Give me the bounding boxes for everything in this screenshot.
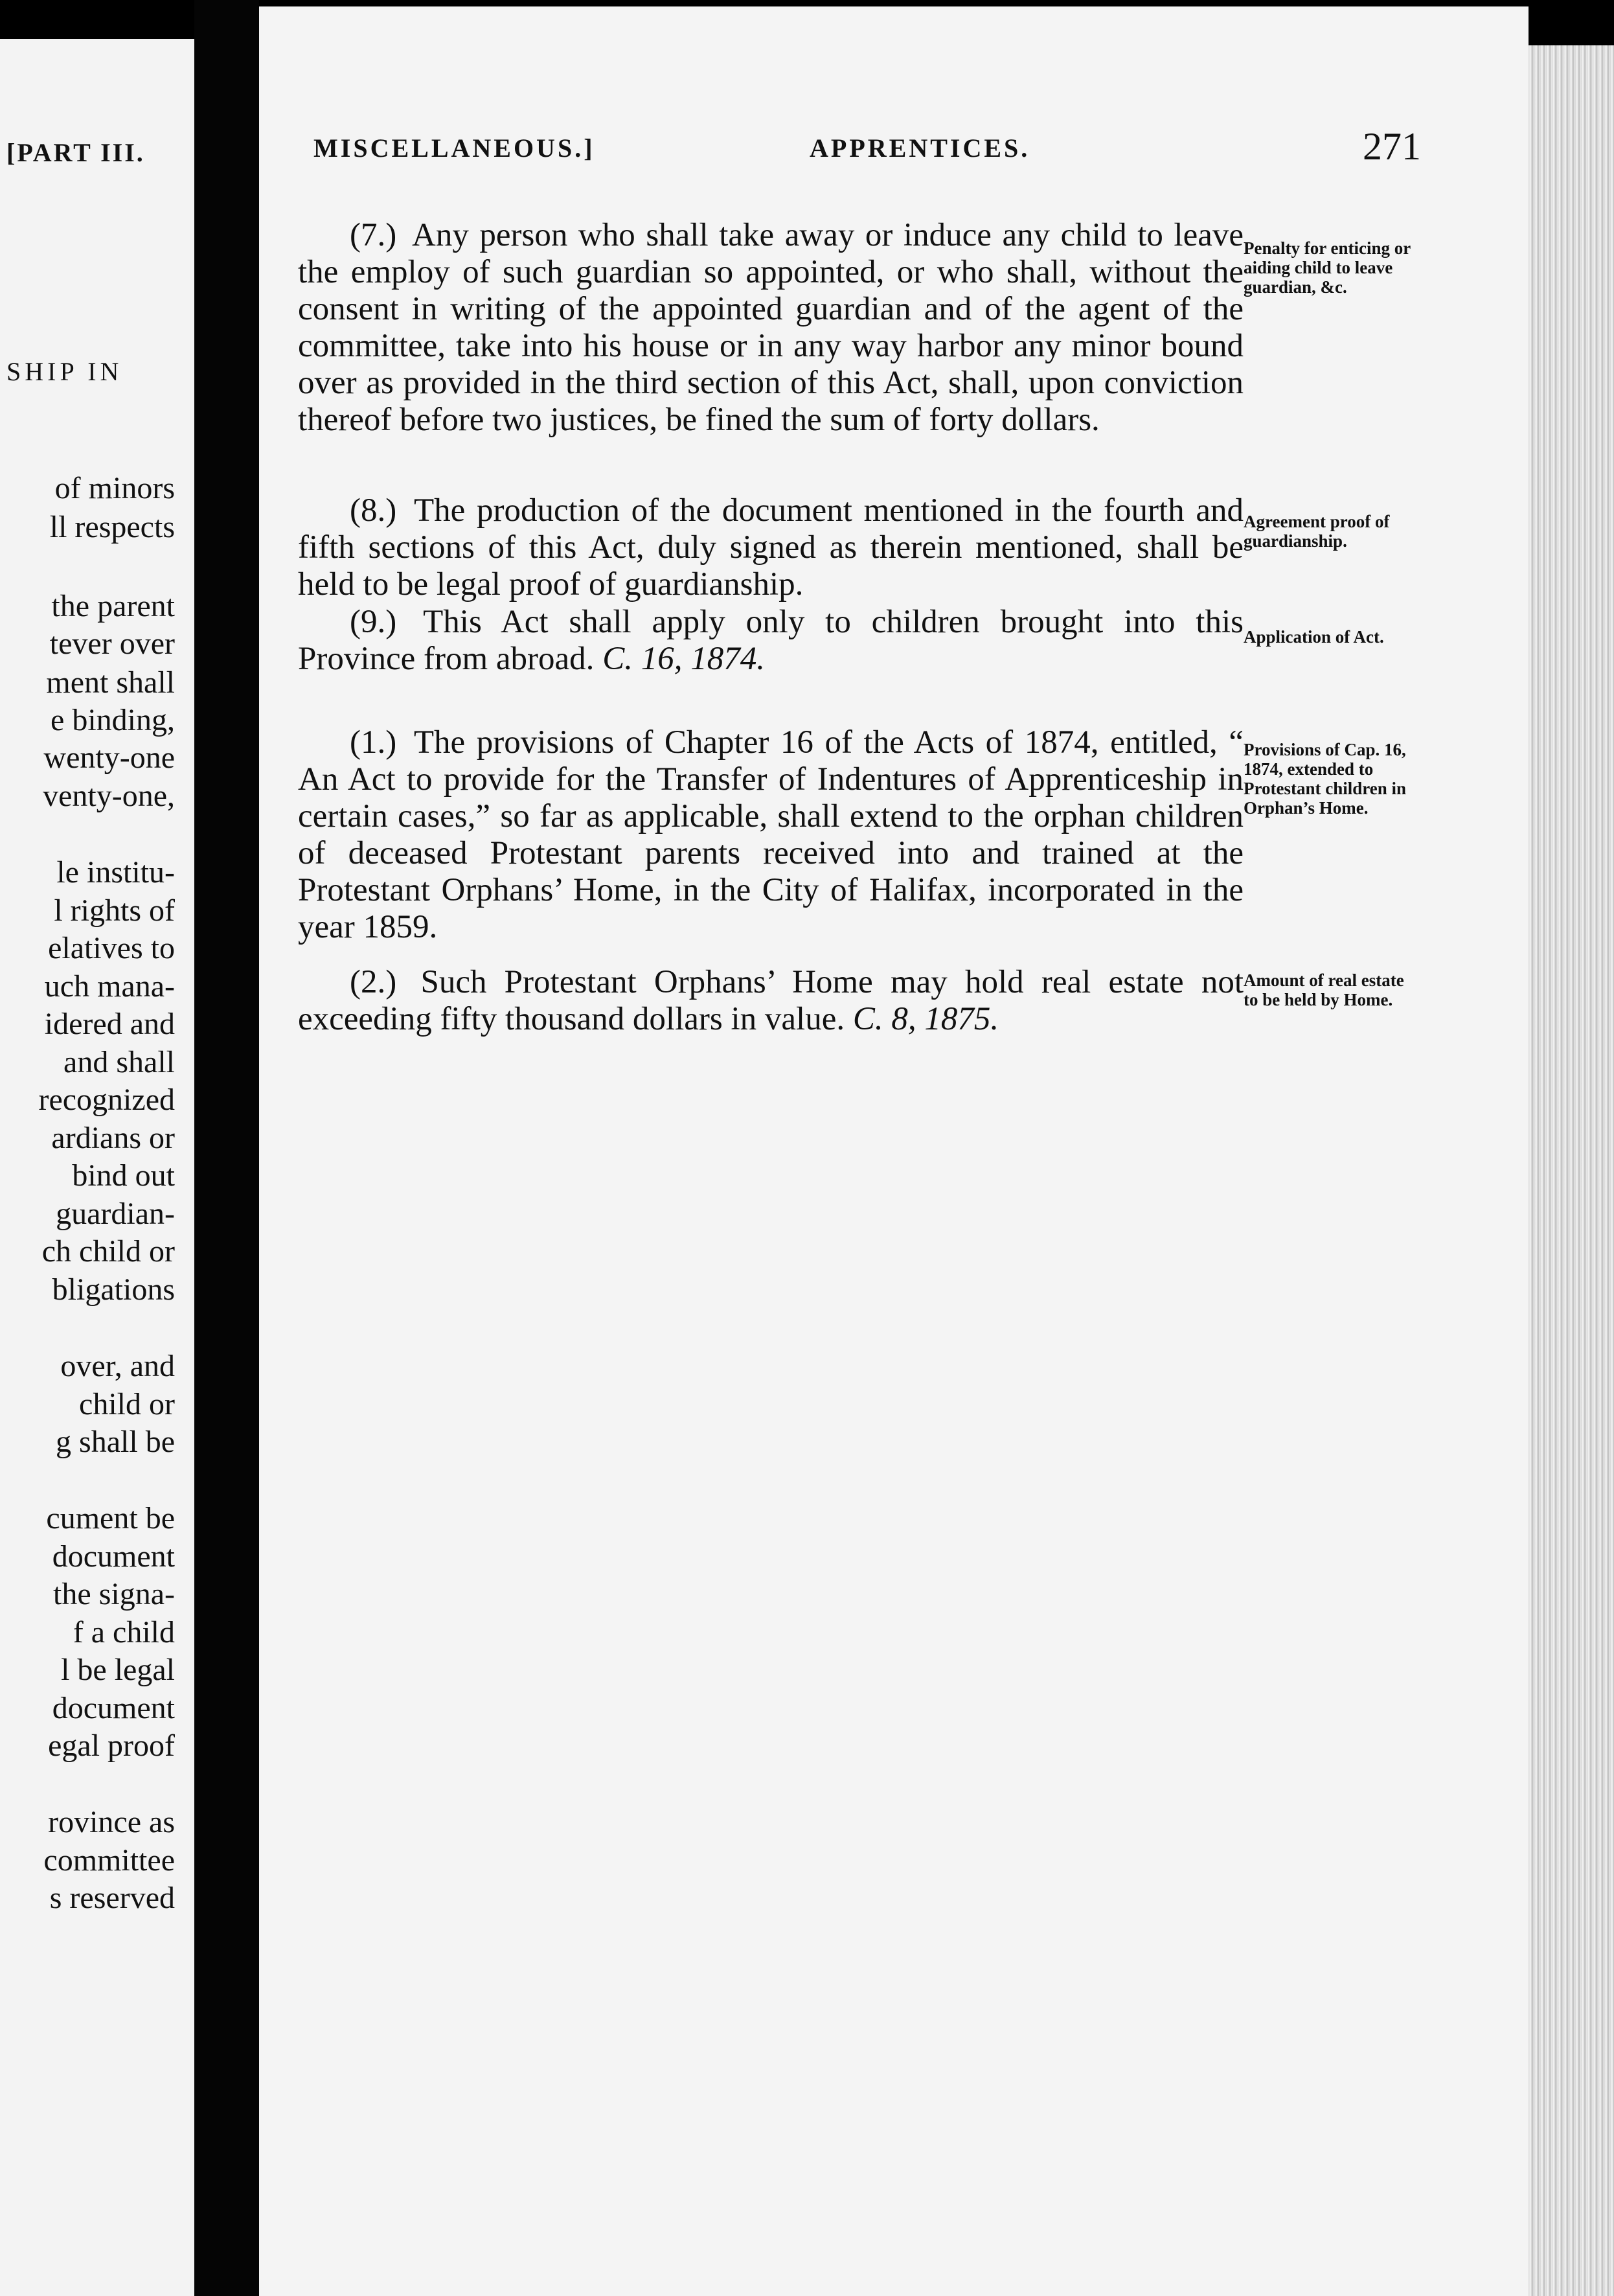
left-page-line: tever over xyxy=(49,626,175,661)
citation: C. 16, 1874. xyxy=(602,641,765,677)
section-7-paragraph xyxy=(298,217,1244,439)
running-head-left: MISCELLANEOUS.] xyxy=(313,133,595,163)
section-number: (8.) xyxy=(350,492,397,529)
running-head-center: APPRENTICES. xyxy=(810,133,1030,163)
left-page-line: child or xyxy=(79,1387,175,1421)
section-2-paragraph xyxy=(298,964,1244,1038)
section-number: (1.) xyxy=(350,724,397,761)
left-page-line: le institu- xyxy=(56,855,175,890)
left-page-line: cument be xyxy=(46,1501,175,1535)
left-page-line: s reserved xyxy=(49,1881,175,1915)
left-page-line: committee xyxy=(43,1843,175,1877)
left-page-line: document xyxy=(52,1539,175,1574)
left-page-line: bind out xyxy=(72,1158,175,1193)
left-page-line: and shall xyxy=(63,1045,175,1079)
left-page-line: uch mana- xyxy=(44,969,175,1004)
margin-note: Application of Act. xyxy=(1244,627,1384,647)
section-text: Such Protestant Orphans’ Home may hold real estate not exceeding fifty thousand dollars in value. xyxy=(298,964,1244,1037)
left-page-line: the signa- xyxy=(53,1577,175,1611)
left-page-line: ardians or xyxy=(51,1121,175,1155)
left-page-line: rovince as xyxy=(48,1805,175,1839)
book-gutter xyxy=(194,0,259,2296)
section-number: (9.) xyxy=(350,604,397,640)
margin-note: Agreement proof of guardianship. xyxy=(1244,512,1390,551)
left-page-line: l rights of xyxy=(54,893,175,928)
section-9-paragraph xyxy=(298,604,1244,678)
left-page-line: document xyxy=(52,1691,175,1725)
left-page-line: wenty-one xyxy=(43,740,175,775)
section-text: This Act shall apply only to children brought into this Province from abroad. xyxy=(298,604,1244,677)
margin-note: Penalty for enticing or aiding child to leave guardian, &c. xyxy=(1244,238,1411,297)
left-page-line: l be legal xyxy=(61,1653,175,1687)
left-page-line: f a child xyxy=(73,1615,175,1649)
left-ship-heading: SHIP IN xyxy=(6,357,123,386)
left-running-head: [PART III. xyxy=(6,138,145,167)
left-page-line: idered and xyxy=(44,1007,175,1041)
section-1-paragraph xyxy=(298,724,1244,946)
margin-note: Amount of real estate to be held by Home. xyxy=(1244,970,1404,1009)
left-page-line: bligations xyxy=(52,1272,175,1307)
left-page-line: recognized xyxy=(38,1083,175,1117)
left-page-line: over, and xyxy=(60,1349,175,1383)
margin-note: Provisions of Cap. 16, 1874, extended to Protestant children in Orphan’s Home. xyxy=(1244,740,1407,818)
left-page-line: ll respects xyxy=(49,510,175,544)
left-page-line: of minors xyxy=(54,471,175,505)
page-edges xyxy=(1529,45,1614,2296)
section-text: The provisions of Chapter 16 of the Acts of 1874, entitled, “ An Act to provide for the Transfer of Indentures of Apprenticeship in certain cases,” so far as applicable, shall extend to the orphan children of deceased Protestant parents received into and trained at the Protestant Orphans’ Home, in the City of Halifax, incorporated in the year 1859. xyxy=(298,724,1244,945)
left-page-line: g shall be xyxy=(56,1425,175,1459)
citation: C. 8, 1875. xyxy=(852,1001,999,1037)
section-text: Any person who shall take away or induce any child to leave the employ of such guardian so appointed, or who shall, without the consent in writing of the appointed guardian and of the agent of the committee, take into his house or in any way harbor any minor bound over as provided in the third section of this Act, shall, upon conviction thereof before two justices, be fined the sum of forty dollars. xyxy=(298,217,1244,438)
left-page xyxy=(0,39,194,2296)
section-8-paragraph xyxy=(298,492,1244,603)
left-page-line: ment shall xyxy=(46,665,175,700)
left-page-line: guardian- xyxy=(56,1197,175,1231)
left-page-line: the parent xyxy=(51,589,175,623)
section-text: The production of the document mentioned in the fourth and fifth sections of this Act, duly signed as therein mentioned, shall be held to be legal proof of guardianship. xyxy=(298,492,1244,603)
left-page-line: elatives to xyxy=(48,931,175,965)
left-page-line: venty-one, xyxy=(43,779,175,813)
page-number: 271 xyxy=(1363,125,1421,168)
section-number: (7.) xyxy=(350,217,397,253)
left-page-line: ch child or xyxy=(41,1234,175,1269)
left-page-line: egal proof xyxy=(48,1728,175,1763)
left-page-line: e binding, xyxy=(51,703,175,737)
section-number: (2.) xyxy=(350,964,397,1000)
